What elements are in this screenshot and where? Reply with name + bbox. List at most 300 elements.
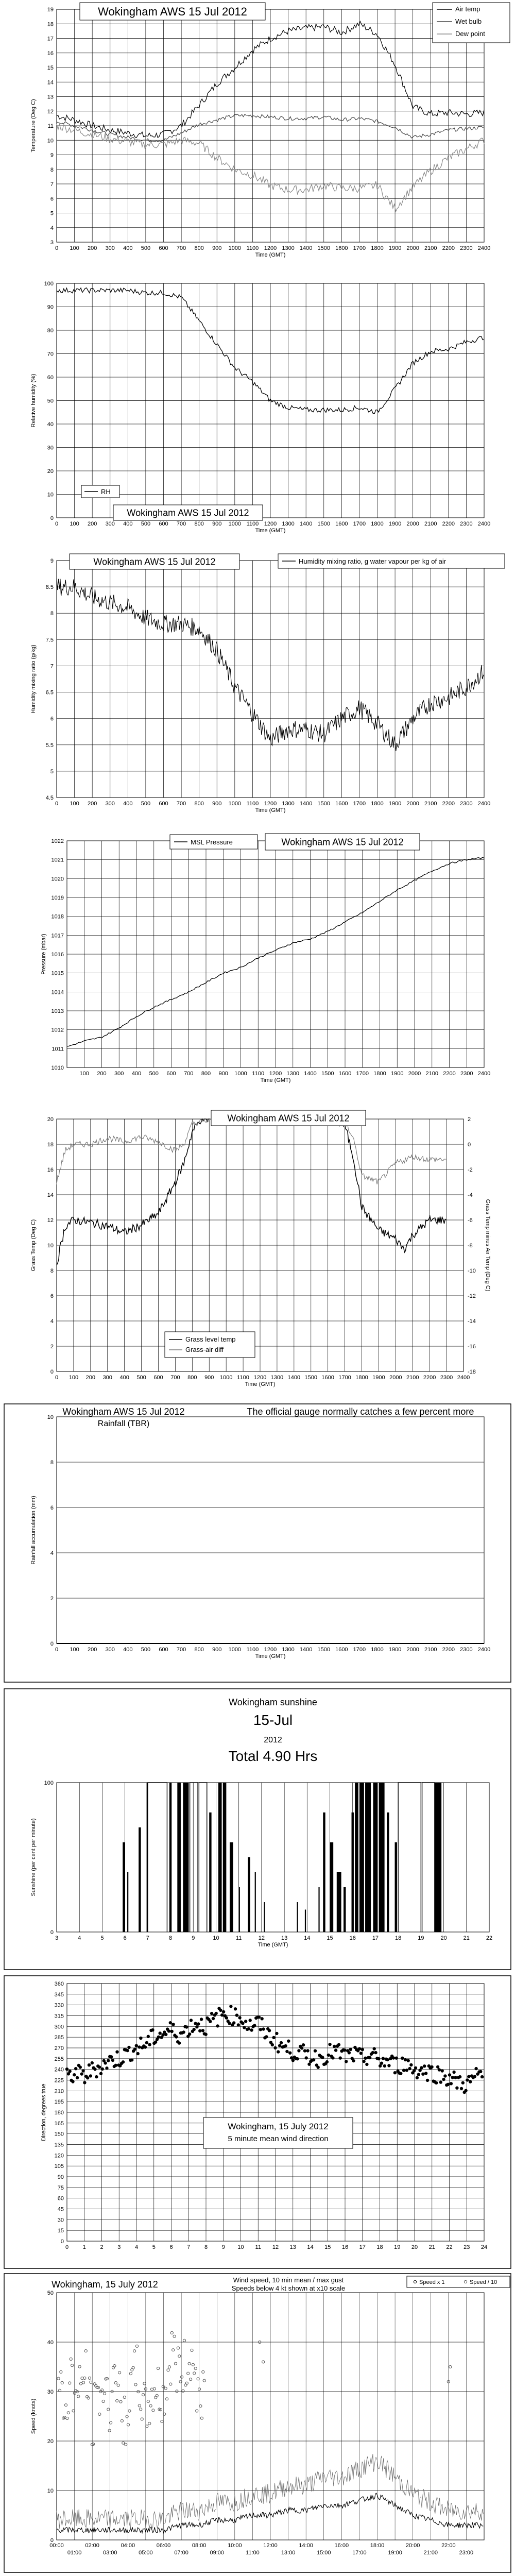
direction-point [443, 2074, 447, 2077]
direction-point [275, 2032, 278, 2035]
y-tick-label: 10 [47, 2488, 54, 2494]
y-tick-label: 5 [50, 768, 54, 775]
sunshine-bar [305, 1910, 306, 1933]
direction-point [405, 2069, 408, 2072]
x-tick-label: 2300 [460, 1071, 473, 1077]
x-axis-label: Time (GMT) [255, 807, 286, 814]
x-tick-label: 400 [123, 521, 133, 527]
x-tick-label: 900 [212, 245, 222, 251]
x-tick-label: 2 [100, 2244, 104, 2250]
x-tick-label: 17 [372, 1935, 379, 1941]
y-tick-label: 15 [57, 2228, 64, 2234]
x-tick-label: 11:00 [246, 2550, 260, 2556]
plot-frame [57, 1417, 484, 1643]
direction-point [220, 2013, 224, 2016]
direction-point [71, 2080, 74, 2083]
x-tick-label: 1200 [264, 1647, 277, 1653]
direction-point [73, 2073, 76, 2076]
direction-point [86, 2076, 89, 2079]
legend [278, 554, 505, 568]
x-axis-label: Time (GMT) [255, 252, 286, 258]
direction-point [454, 2076, 457, 2079]
x-tick-label: 300 [114, 1071, 124, 1077]
x-tick-label: 0 [55, 801, 59, 807]
chart-subtitle: Wind speed, 10 min mean / max gust [233, 2276, 344, 2284]
x-tick-label: 1600 [335, 521, 348, 527]
x-tick-label: 2300 [460, 245, 473, 251]
x-tick-label: 2000 [406, 1647, 419, 1653]
x-tick-label: 5 [100, 1935, 104, 1941]
x-tick-label: 1000 [234, 1071, 247, 1077]
y-axis-label: Direction, degrees true [41, 2083, 47, 2141]
direction-point [249, 2019, 252, 2022]
legend-label: Air temp [455, 5, 480, 13]
sunshine-bar [230, 1842, 233, 1932]
direction-point [148, 2043, 151, 2046]
chart-annotation: The official gauge normally catches a few percent more [247, 1406, 474, 1417]
direction-point [333, 2045, 336, 2048]
y-tick-label: 19 [47, 7, 54, 13]
y-tick-label: 6 [50, 1293, 54, 1299]
legend-label: Humidity mixing ratio, g water vapour per kg of air [299, 557, 447, 565]
direction-point [343, 2048, 346, 2052]
direction-point [421, 2073, 424, 2076]
direction-point [380, 2062, 383, 2065]
direction-point [423, 2064, 426, 2067]
direction-point [325, 2060, 329, 2063]
x-tick-label: 1300 [282, 1647, 295, 1653]
x-tick-label: 05:00 [139, 2550, 153, 2556]
x-tick-label: 800 [194, 245, 204, 251]
x-tick-label: 200 [85, 1375, 96, 1381]
x-tick-label: 200 [87, 245, 97, 251]
direction-point [399, 2072, 402, 2075]
x-tick-label: 300 [105, 245, 115, 251]
x-tick-label: 07:00 [174, 2550, 188, 2556]
direction-point [392, 2056, 395, 2059]
sunshine-bar [344, 1887, 346, 1932]
direction-point [157, 2036, 160, 2039]
y2-tick-label: -6 [468, 1217, 473, 1224]
x-tick-label: 1700 [353, 245, 366, 251]
x-tick-label: 1900 [388, 521, 402, 527]
direction-point [339, 2056, 342, 2059]
x-tick-label: 1900 [388, 1647, 402, 1653]
y-tick-label: 4 [50, 225, 54, 231]
y-tick-label: 9 [50, 558, 54, 564]
direction-point [420, 2066, 423, 2069]
x-tick-label: 13:00 [281, 2550, 296, 2556]
direction-point [104, 2061, 107, 2064]
chart-title: Wokingham, 15 July 2012 [228, 2122, 329, 2131]
x-tick-label: 900 [218, 1071, 228, 1077]
y-axis-label: Pressure (mbar) [41, 934, 47, 975]
x-tick-label: 1200 [264, 521, 277, 527]
x-tick-label: 2100 [424, 801, 437, 807]
direction-point [452, 2071, 455, 2074]
direction-point [280, 2041, 283, 2044]
x-tick-label: 1900 [391, 1071, 404, 1077]
x-axis-label: Time (GMT) [260, 1077, 291, 1083]
x-tick-label: 16 [349, 1935, 356, 1941]
x-tick-label: 600 [159, 245, 168, 251]
direction-point [328, 2043, 331, 2046]
temperature-chart-svg [0, 0, 515, 273]
y-tick-label: 16 [47, 1167, 54, 1173]
direction-point [408, 2067, 411, 2070]
x-tick-label: 09:00 [210, 2550, 225, 2556]
direction-point [331, 2056, 334, 2059]
direction-point [88, 2063, 91, 2066]
direction-point [337, 2043, 340, 2046]
y-tick-label: 1015 [51, 970, 64, 977]
direction-point [99, 2072, 102, 2075]
x-tick-label: 9 [192, 1935, 195, 1941]
direction-point [455, 2087, 458, 2090]
direction-point [265, 2035, 268, 2038]
y-tick-label: 1012 [51, 1027, 64, 1033]
direction-point [197, 2022, 200, 2025]
y-tick-label: 13 [47, 94, 54, 100]
direction-point [98, 2065, 101, 2069]
x-tick-label: 3 [117, 2244, 121, 2250]
direction-point [145, 2041, 148, 2044]
direction-point [305, 2056, 308, 2059]
direction-point [306, 2049, 309, 2052]
x-tick-label: 7 [187, 2244, 191, 2250]
legend [407, 2276, 510, 2287]
y-tick-label: 30 [47, 2389, 54, 2395]
direction-point [361, 2048, 364, 2051]
windspeed-chart-svg [0, 2272, 515, 2576]
direction-point [473, 2075, 476, 2078]
y-tick-label: 6 [50, 1505, 54, 1511]
direction-point [238, 2016, 241, 2019]
x-tick-label: 10 [237, 2244, 244, 2250]
direction-point [243, 2026, 246, 2029]
y2-axis-label: Grass Temp minus Air Temp (Deg C) [485, 1199, 491, 1292]
direction-point [93, 2067, 96, 2071]
direction-point [317, 2066, 320, 2069]
sunshine-bar [323, 1812, 325, 1932]
y-tick-label: 75 [57, 2184, 64, 2191]
direction-point [300, 2046, 303, 2049]
x-tick-label: 1100 [246, 521, 259, 527]
y-tick-label: 30 [47, 445, 54, 451]
direction-point [430, 2065, 433, 2069]
direction-point [407, 2059, 410, 2062]
x-tick-label: 1400 [299, 801, 313, 807]
y-tick-label: 40 [47, 2340, 54, 2346]
x-tick-label: 1800 [371, 521, 384, 527]
x-tick-label: 900 [212, 801, 222, 807]
x-tick-label: 21 [463, 1935, 470, 1941]
y-tick-label: 100 [44, 281, 54, 287]
x-tick-label: 2200 [442, 1647, 455, 1653]
sunshine-bar [127, 1872, 128, 1932]
sunshine-bar [330, 1842, 334, 1932]
legend-label: Grass level temp [185, 1335, 236, 1343]
x-tick-label: 1100 [237, 1375, 249, 1381]
y-tick-label: 8 [50, 611, 54, 617]
y2-tick-label: -12 [468, 1293, 476, 1299]
sunshine-chart-svg [0, 1685, 515, 1973]
x-tick-label: 16 [341, 2244, 349, 2250]
direction-point [188, 2032, 191, 2036]
direction-point [448, 2073, 451, 2076]
direction-point [83, 2081, 86, 2084]
x-tick-label: 2300 [440, 1375, 453, 1381]
chart-date: 15-Jul [253, 1712, 293, 1728]
y-axis-label: Relative humidity (%) [30, 374, 37, 428]
direction-point [416, 2076, 419, 2079]
y2-tick-label: 0 [468, 1142, 471, 1148]
legend [165, 1332, 255, 1358]
direction-point [358, 2047, 361, 2050]
x-tick-label: 08:00 [192, 2543, 207, 2549]
x-axis-label: Time (GMT) [245, 1381, 276, 1387]
x-tick-label: 1300 [270, 1375, 284, 1381]
y-tick-label: 10 [47, 492, 54, 498]
y-tick-label: 12 [47, 1217, 54, 1224]
y-tick-label: 16 [47, 50, 54, 57]
x-tick-label: 20 [411, 2244, 418, 2250]
x-tick-label: 18:00 [370, 2543, 385, 2549]
x-tick-label: 16:00 [334, 2543, 349, 2549]
direction-point [287, 2040, 290, 2043]
grass-chart-svg [0, 1108, 515, 1401]
x-tick-label: 1500 [317, 245, 330, 251]
plot-area [41, 1981, 487, 2250]
sunshine-bar [223, 1783, 227, 1932]
direction-point [387, 2064, 390, 2067]
direction-point [395, 2057, 398, 2060]
x-tick-label: 700 [176, 801, 186, 807]
x-tick-label: 1000 [219, 1375, 233, 1381]
y-tick-label: 4 [50, 1318, 54, 1325]
plot-area [30, 2290, 484, 2556]
chart-title: Wokingham sunshine [229, 1697, 317, 1707]
chart-winddir [0, 1973, 515, 2272]
x-tick-label: 300 [105, 1647, 115, 1653]
y-tick-label: 8 [50, 1460, 54, 1466]
x-tick-label: 21 [428, 2244, 435, 2250]
direction-point [209, 2020, 212, 2023]
sunshine-bar [395, 1842, 397, 1932]
y-tick-label: 10 [47, 1243, 54, 1249]
direction-point [371, 2051, 374, 2054]
direction-point [296, 2057, 299, 2060]
x-tick-label: 18 [376, 2244, 383, 2250]
x-axis-label: Time (GMT) [255, 528, 286, 534]
direction-point [460, 2087, 463, 2090]
y-tick-label: 6 [50, 716, 54, 722]
direction-point [447, 2083, 450, 2086]
direction-point [273, 2046, 277, 2049]
x-tick-label: 3 [55, 1935, 59, 1941]
plot-area [30, 7, 490, 258]
x-tick-label: 1900 [372, 1375, 385, 1381]
direction-point [259, 2028, 262, 2031]
direction-point [464, 2089, 467, 2092]
x-tick-label: 19 [418, 1935, 424, 1941]
x-tick-label: 1500 [321, 1071, 334, 1077]
direction-point [139, 2037, 142, 2040]
direction-point [232, 2021, 235, 2024]
x-tick-label: 1300 [282, 801, 295, 807]
x-tick-label: 4 [134, 2244, 139, 2250]
pressure-chart-svg [0, 829, 515, 1108]
y-tick-label: 135 [54, 2142, 64, 2148]
y2-tick-label: -14 [468, 1318, 476, 1325]
direction-point [414, 2066, 417, 2070]
sunshine-bar [209, 1812, 211, 1932]
direction-point [285, 2050, 288, 2053]
direction-point [169, 2021, 172, 2024]
direction-point [212, 2017, 215, 2020]
direction-point [352, 2059, 355, 2062]
x-tick-label: 300 [102, 1375, 112, 1381]
direction-point [373, 2047, 376, 2050]
y-tick-label: 360 [54, 1981, 64, 1987]
direction-point [195, 2025, 198, 2028]
rainfall-chart-svg [0, 1401, 515, 1685]
x-tick-label: 24 [480, 2244, 488, 2250]
x-tick-label: 800 [194, 801, 204, 807]
chart-title: Wokingham AWS 15 Jul 2012 [93, 556, 216, 567]
direction-point [349, 2048, 352, 2051]
y-tick-label: 11 [47, 123, 54, 129]
direction-point [383, 2064, 386, 2067]
direction-point [182, 2030, 185, 2033]
x-tick-label: 2400 [477, 521, 491, 527]
x-tick-label: 2400 [477, 1647, 491, 1653]
sunshine-bar [264, 1902, 265, 1932]
direction-point [65, 2067, 68, 2071]
y-tick-label: 60 [57, 2195, 64, 2202]
x-tick-label: 500 [141, 245, 151, 251]
plot-area [30, 1116, 491, 1387]
x-tick-label: 1100 [252, 1071, 265, 1077]
direction-point [469, 2080, 472, 2083]
legend-label: Speed x 1 [419, 2279, 445, 2285]
chart-subtitle: 5 minute mean wind direction [228, 2134, 329, 2143]
direction-point [438, 2068, 441, 2071]
y-tick-label: 20 [47, 1116, 54, 1123]
direction-point [382, 2057, 385, 2060]
direction-point [461, 2081, 465, 2084]
x-tick-label: 1600 [335, 1647, 348, 1653]
x-tick-label: 600 [159, 801, 168, 807]
x-tick-label: 1000 [228, 245, 242, 251]
direction-point [127, 2046, 130, 2049]
x-tick-label: 100 [68, 1375, 79, 1381]
x-tick-label: 2400 [477, 245, 491, 251]
x-tick-label: 700 [170, 1375, 180, 1381]
y-tick-label: 20 [47, 468, 54, 474]
plot-frame [57, 1783, 489, 1932]
x-tick-label: 15 [327, 1935, 333, 1941]
x-tick-label: 0 [55, 245, 59, 251]
y-tick-label: 2 [50, 1596, 54, 1602]
y-tick-label: 255 [54, 2056, 64, 2062]
y-tick-label: 150 [54, 2131, 64, 2138]
chart-rainfall [0, 1401, 515, 1685]
x-tick-label: 2100 [406, 1375, 419, 1381]
x-tick-label: 6 [123, 1935, 127, 1941]
legend-label: MSL Pressure [191, 838, 233, 846]
x-tick-label: 12 [272, 2244, 279, 2250]
direction-point [135, 2044, 138, 2047]
x-tick-label: 1000 [228, 801, 242, 807]
direction-point [138, 2045, 141, 2048]
x-tick-label: 500 [141, 1647, 151, 1653]
direction-point [362, 2060, 365, 2063]
direction-point [426, 2079, 429, 2082]
sunshine-bar [352, 1812, 354, 1932]
y-tick-label: 345 [54, 1991, 64, 1998]
y-tick-label: 5 [50, 210, 54, 217]
x-tick-label: 300 [105, 521, 115, 527]
y-tick-label: 180 [54, 2110, 64, 2116]
x-axis-label: Time (GMT) [255, 1653, 286, 1659]
sunshine-bar [177, 1783, 181, 1932]
x-tick-label: 1100 [246, 801, 259, 807]
y-tick-label: 30 [57, 2217, 64, 2224]
x-tick-label: 2000 [389, 1375, 402, 1381]
chart-title: Wokingham, 15 July 2012 [52, 2279, 158, 2290]
sunshine-bar [387, 1812, 389, 1932]
x-tick-label: 20:00 [405, 2543, 420, 2549]
y-tick-label: 270 [54, 2045, 64, 2052]
y-tick-label: 1010 [51, 1065, 64, 1071]
direction-point [89, 2074, 92, 2077]
y-tick-label: 6 [50, 196, 54, 202]
x-tick-label: 18 [395, 1935, 402, 1941]
y-tick-label: 1016 [51, 952, 64, 958]
direction-point [288, 2052, 291, 2055]
direction-point [262, 2027, 265, 2030]
x-tick-label: 22 [446, 2244, 453, 2250]
x-tick-label: 1200 [264, 245, 277, 251]
y-tick-label: 100 [44, 1780, 54, 1786]
y-axis-label: Grass Temp (Deg C) [30, 1219, 37, 1272]
y-axis-label: Temperature (Deg C) [30, 99, 37, 152]
direction-point [401, 2057, 404, 2060]
direction-point [114, 2064, 117, 2067]
plot-area [30, 558, 490, 814]
x-tick-label: 700 [176, 1647, 186, 1653]
x-tick-label: 1400 [299, 521, 313, 527]
y2-tick-label: -18 [468, 1369, 476, 1375]
x-tick-label: 19:00 [388, 2550, 402, 2556]
y-tick-label: 17 [47, 36, 54, 42]
x-tick-label: 400 [131, 1071, 142, 1077]
sunshine-bar [169, 1783, 171, 1932]
x-axis-label: Time (GMT) [258, 1942, 288, 1948]
x-tick-label: 8 [168, 1935, 173, 1941]
y-tick-label: 240 [54, 2066, 64, 2073]
x-tick-label: 1400 [287, 1375, 301, 1381]
humidity-chart-svg [0, 273, 515, 551]
x-tick-label: 200 [97, 1071, 107, 1077]
y-tick-label: 8 [50, 166, 54, 173]
x-tick-label: 900 [204, 1375, 214, 1381]
direction-point [442, 2078, 445, 2081]
y-tick-label: 80 [47, 328, 54, 334]
direction-point [178, 2041, 181, 2044]
y-tick-label: 18 [47, 1142, 54, 1148]
